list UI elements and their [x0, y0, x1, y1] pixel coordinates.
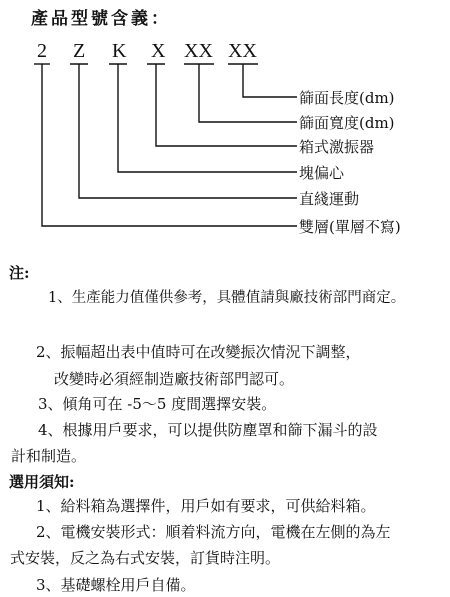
selection-item-1: 1、給料箱為選擇件，用戶如有要求，可供給料箱。 [36, 497, 376, 515]
note-item-4: 4、根據用戶要求，可以提供防塵罩和篩下漏斗的設 [38, 421, 378, 439]
desc-double-layer: 雙層(單層不寫) [299, 218, 401, 236]
code-part-exciter: X [151, 40, 166, 62]
code-part-eccentric: K [112, 40, 127, 62]
note-item-2: 2、振幅超出表中值時可在改變振次情況下調整， [36, 343, 361, 361]
code-part-length: XX [228, 40, 257, 62]
note-item-4-cont: 計和制造。 [11, 447, 87, 465]
desc-box-exciter: 箱式激振器 [299, 138, 375, 156]
selection-item-3: 3、基礎螺栓用戶自備。 [36, 576, 196, 594]
desc-screen-width: 篩面寬度(dm) [299, 114, 395, 132]
code-part-width: XX [184, 40, 213, 62]
code-part-layers: 2 [37, 40, 47, 62]
desc-screen-length: 篩面長度(dm) [299, 89, 395, 107]
note-item-2-cont: 改變時必須經制造廠技術部門認可。 [54, 370, 295, 388]
selection-item-2: 2、電機安裝形式：順着料流方向，電機在左側的為左 [36, 523, 391, 541]
desc-block-eccentric: 塊偏心 [299, 164, 345, 182]
note-item-3: 3、傾角可在 -5～5 度間選擇安裝。 [38, 395, 277, 413]
notes-heading: 注: [9, 264, 30, 282]
desc-linear-motion: 直綫運動 [299, 190, 360, 208]
selection-heading: 選用須知: [9, 473, 75, 491]
note-item-1: 1、生產能力值僅供參考，具體值請與廠技術部門商定。 [48, 290, 406, 306]
code-part-motion: Z [73, 40, 86, 62]
page-title: 產品型號含義： [31, 9, 171, 29]
selection-item-2-cont: 式安裝，反之為右式安裝，訂貨時注明。 [10, 549, 281, 567]
